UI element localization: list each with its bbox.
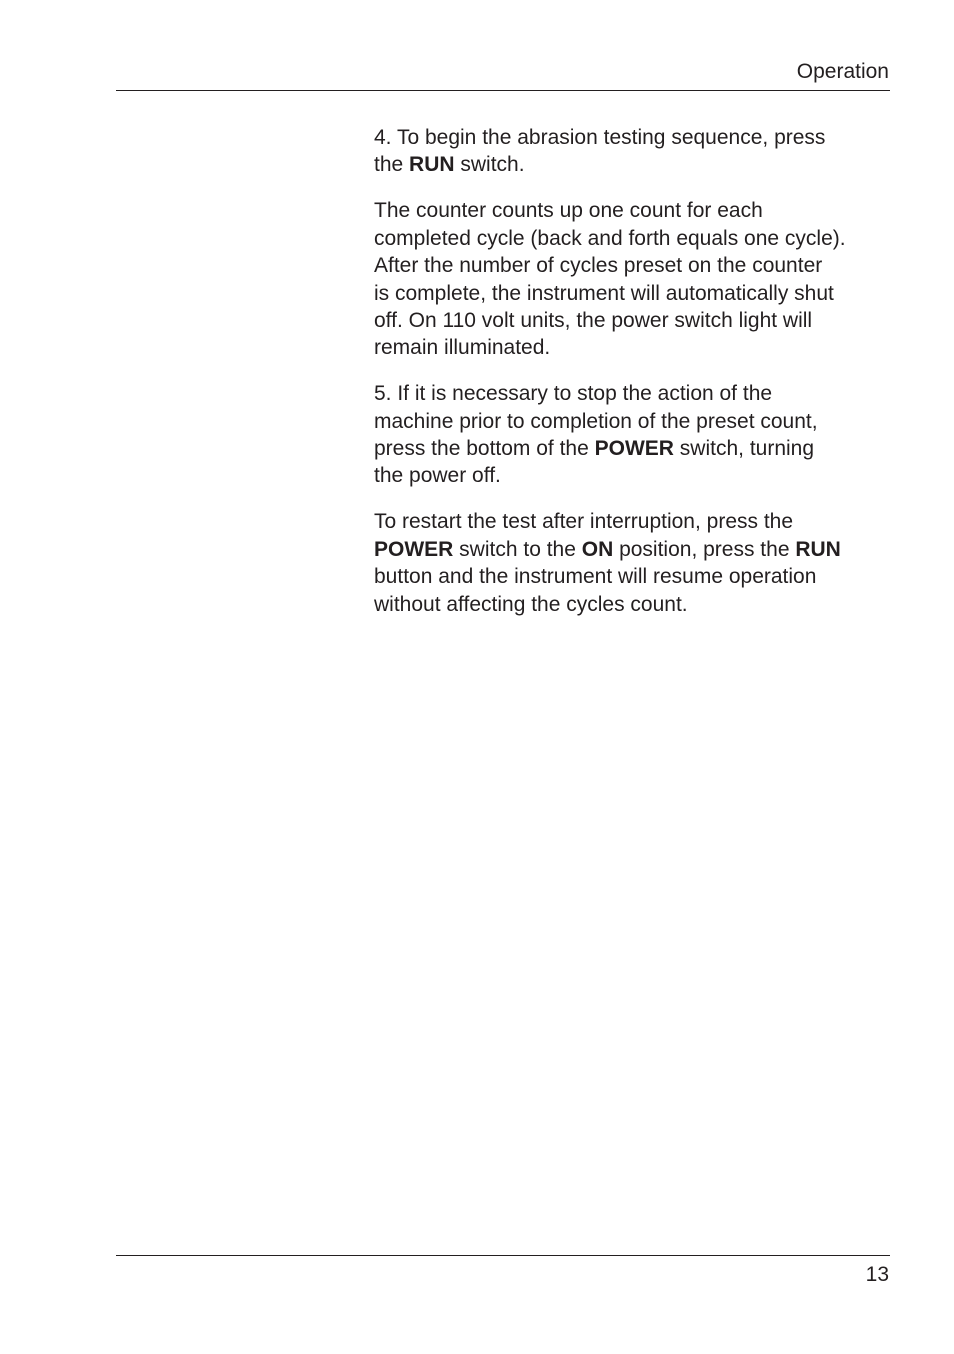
run-button-label: RUN [795, 537, 841, 561]
text-line: is complete, the instrument will automatically shut [374, 281, 834, 305]
text-span: switch to the [453, 537, 582, 561]
paragraph-step-5 [374, 380, 896, 490]
text-line [374, 151, 896, 178]
text-line [374, 536, 896, 563]
header-rule [116, 90, 890, 91]
text-span: the [374, 153, 410, 177]
on-position-label: ON [581, 537, 614, 561]
text-line: The counter counts up one count for each [374, 199, 763, 223]
text-line: machine prior to completion of the preset count, [374, 409, 818, 433]
footer-rule [116, 1255, 890, 1256]
paragraph-step-4 [374, 124, 896, 179]
text-line: off. On 110 volt units, the power switch light will [374, 308, 813, 332]
power-switch-label: POWER [374, 537, 454, 561]
text-line: button and the instrument will resume operation [374, 565, 817, 589]
text-line: 5. If it is necessary to stop the action of the [374, 382, 773, 406]
text-line: After the number of cycles preset on the counter [374, 254, 823, 278]
text-span: 4. To begin the abrasion testing sequence, press [374, 126, 826, 149]
run-switch-label: RUN [409, 153, 455, 177]
text-line: To restart the test after interruption, press the [374, 510, 794, 534]
page-number: 13 [865, 1263, 889, 1286]
text-line: completed cycle (back and forth equals one cycle). [374, 226, 846, 250]
paragraph-restart [374, 508, 896, 618]
text-line: the power off. [374, 464, 501, 488]
power-switch-label: POWER [594, 437, 674, 461]
text-line: remain illuminated. [374, 336, 551, 360]
text-span: position, press the [613, 537, 796, 561]
paragraph-counter [374, 197, 896, 361]
text-span: press the bottom of the [374, 437, 595, 461]
text-span: switch. [454, 153, 525, 177]
text-line: without affecting the cycles count. [374, 592, 688, 616]
text-line [374, 124, 896, 151]
text-span: switch, turning [673, 437, 815, 461]
text-line [374, 435, 896, 462]
body-text [374, 124, 896, 637]
running-header-title: Operation [796, 60, 889, 83]
